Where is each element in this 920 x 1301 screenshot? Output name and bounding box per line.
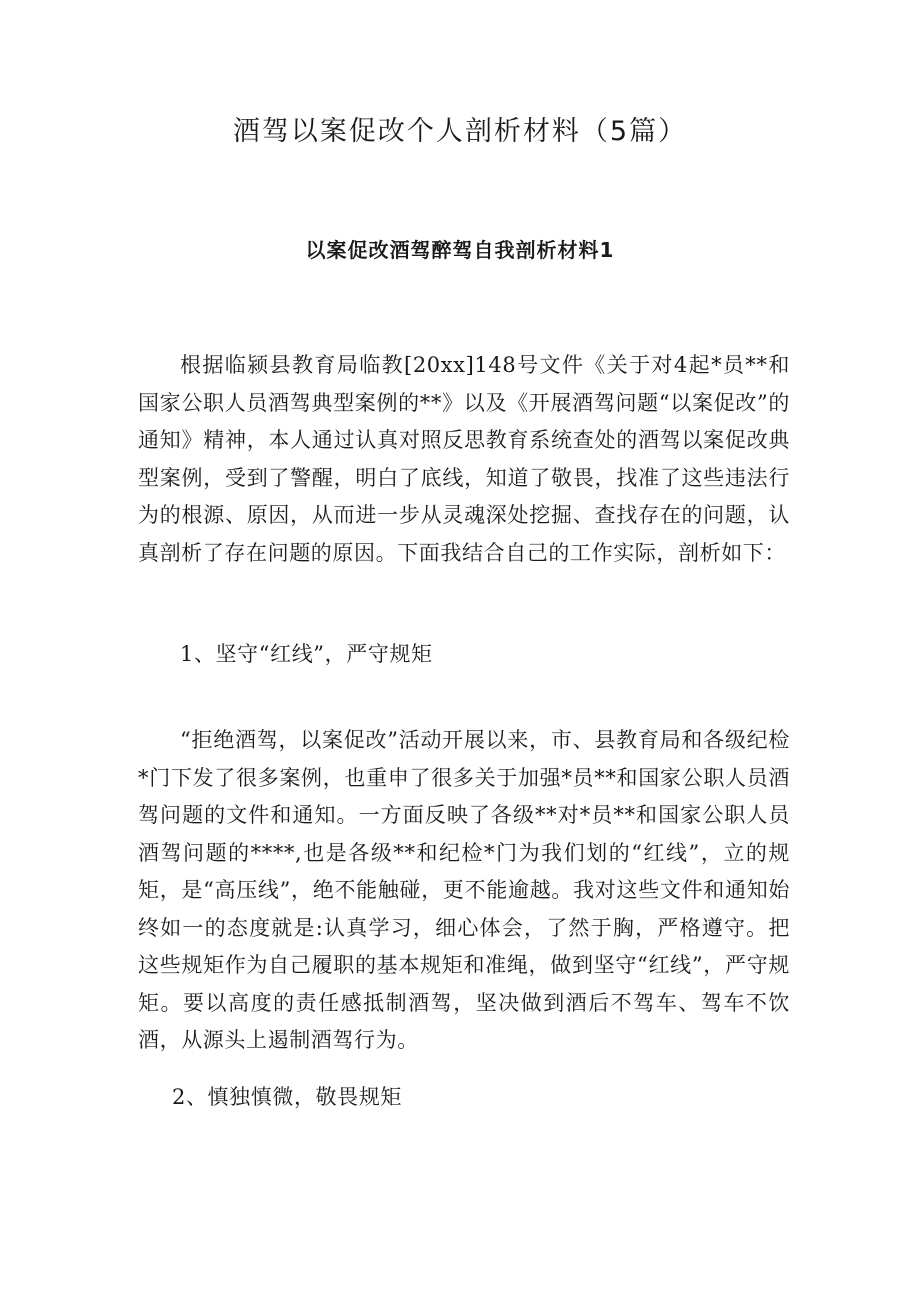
red-line-paragraph: “拒绝酒驾，以案促改”活动开展以来，市、县教育局和各级纪检*门下发了很多案例，也重申了很多关于加强*员**和国家公职人员酒驾问题的文件和通知。一方面反映了各级**对*员**和国家公职人员酒驾问题的****,也是各级**和纪检*门为我们划的“红线”，立的规矩，是“高压线”，绝不能触碰，更不能逾越。我对这些文件和通知始终如一的态度就是:认真学习，细心体会，了然于胸，严格遵守。把这些规矩作为自己履职的基本规矩和准绳，做到坚守“红线”，严守规矩。要以高度的责任感抵制酒驾，坚决做到酒后不驾车、驾车不饮酒，从源头上遏制酒驾行为。 xyxy=(138,728,790,1052)
intro-paragraph: 根据临颍县教育局临教[20xx]148号文件《关于对4起*员**和国家公职人员酒驾典型案例的**》以及《开展酒驾问题“以案促改”的通知》精神，本人通过认真对照反思教育系统查处的酒驾以案促改典型案例，受到了警醒，明白了底线，知道了敬畏，找准了这些违法行为的根源、原因，从而进一步从灵魂深处挖掘、查找存在的问题，认真剖析了存在问题的原因。下面我结合自己的工作实际，剖析如下： xyxy=(138,353,790,565)
document-title: 酒驾以案促改个人剖析材料（5篇） xyxy=(232,116,688,147)
subheading-red-line: 1、坚守“红线”，严守规矩 xyxy=(180,642,433,666)
subheading-self-discipline: 2、慎独慎微，敬畏规矩 xyxy=(172,1085,402,1109)
section-title: 以案促改酒驾醉驾自我剖析材料1 xyxy=(305,238,615,262)
